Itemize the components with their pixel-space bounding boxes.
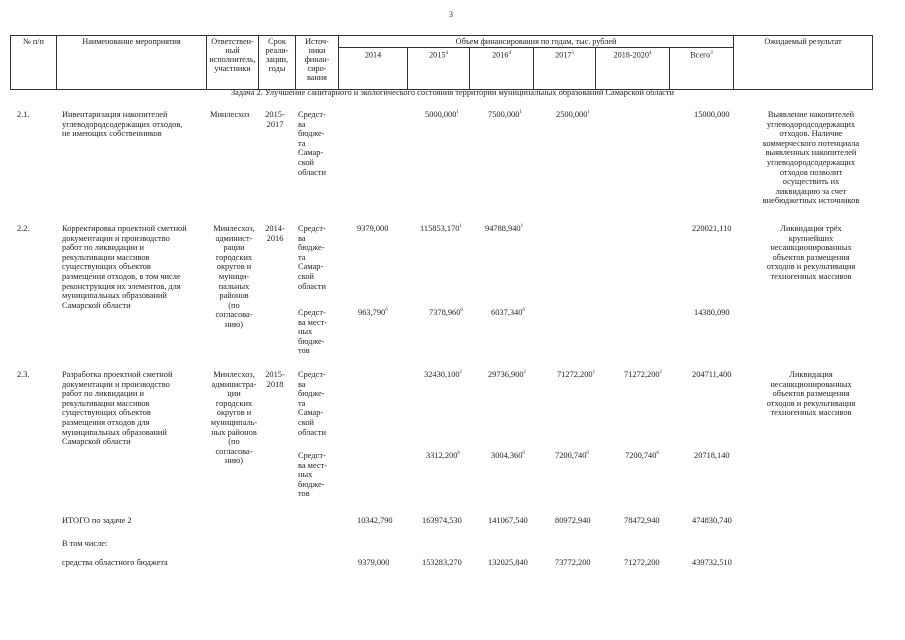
total-2015: 163974,530 (422, 516, 462, 525)
total-2014: 10342,790 (357, 516, 393, 525)
regional-total: 439732,510 (692, 558, 732, 567)
total-all: 474830,740 (692, 516, 732, 525)
value-2015: 3312,200$^6$ (426, 451, 460, 460)
row-term: 2014- 2016 (265, 224, 285, 243)
header-source: Источ- ники финан- сиро- вания (296, 36, 339, 90)
value-total: 204711,400 (692, 370, 732, 379)
header-num: № п/п (11, 36, 57, 90)
task-title: Задача 2. Улучшение санитарного и экологического состояния территории муниципальных образований Самарской области (230, 88, 675, 97)
row-executor: Минлесхоз, администра- ции городских округов и муниципаль- ных районов (по согласова- нию) (210, 370, 258, 466)
row-source: Средст- ва бюдже- та Самар- ской области (298, 370, 326, 437)
row-term: 2015- 2017 (265, 110, 285, 129)
value-2015: 115853,170$^1$ (420, 224, 462, 233)
total-2018-2020: 78472,940 (624, 516, 660, 525)
value-2017: 2500,000$^1$ (556, 110, 590, 119)
regional-budget-label: средства областного бюджета (62, 558, 168, 567)
total-2016: 141067,540 (488, 516, 528, 525)
row-source: Средст- ва мест- ных бюдже- тов (298, 451, 328, 499)
header-year: 2015$^4$ (408, 48, 470, 90)
value-2016: 7500,000$^1$ (488, 110, 522, 119)
regional-2017: 73772,200 (555, 558, 591, 567)
header-year: 2017$^5$ (534, 48, 596, 90)
header-term: Срок реали- зации, годы (259, 36, 296, 90)
value-2016: 29736,900$^1$ (488, 370, 527, 379)
row-source: Средст- ва мест- ных бюдже- тов (298, 308, 328, 356)
row-source: Средст- ва бюдже- та Самар- ской области (298, 224, 326, 291)
row-result: Ликвидация трёх крупнейших несанкционированных объектов размещения отходов и рекультивация техногенных массивов (766, 224, 856, 281)
row-name: Инвентаризация накопителей углеводородсодержащих отходов, не имеющих собственников (62, 110, 183, 139)
value-2018-2020: 71272,200$^1$ (624, 370, 663, 379)
value-2016: 3004,360$^6$ (491, 451, 525, 460)
value-2016: 6037,340$^6$ (491, 308, 525, 317)
header-year: Всего$^3$ (670, 48, 734, 90)
table-header (10, 35, 873, 90)
header-funding: Объем финансирования по годам, тыс. рублей (339, 36, 734, 48)
header-year: 2016$^4$ (470, 48, 534, 90)
header-year: 2014 (339, 48, 408, 90)
value-2018-2020: 7200,740$^6$ (625, 451, 659, 460)
value-total: 220021,110 (692, 224, 732, 233)
regional-2018-2020: 71272,200 (624, 558, 660, 567)
totals-label: ИТОГО по задаче 2 (62, 516, 132, 525)
row-number: 2.1. (17, 110, 30, 119)
header-result: Ожидаемый результат (734, 36, 873, 90)
row-executor: Минлесхоз (210, 110, 250, 119)
row-executor: Минлесхоз, админист- рации городских округов и муници- пальных районов (по согласова- нию) (213, 224, 255, 329)
total-2017: 80972,940 (555, 516, 591, 525)
row-number: 2.3. (17, 370, 30, 379)
value-2015: 5000,000$^1$ (425, 110, 459, 119)
row-result: Ликвидация несанкционированных объектов размещения отходов и рекультивация техногенных массивов (766, 370, 856, 418)
value-2014: 963,790$^6$ (358, 308, 388, 317)
regional-2014: 9379,000 (358, 558, 390, 567)
value-2017: 71272,200$^1$ (557, 370, 596, 379)
row-number: 2.2. (17, 224, 30, 233)
row-name: Корректировка проектной сметной документации и производство работ по ликвидации и рекультивации массивов существующих объектов размещения отходов, в том числе реконструкция их элементов, для муниципальных образований Самарской области (62, 224, 187, 310)
regional-2015: 153283,270 (422, 558, 462, 567)
page-number: 3 (449, 10, 453, 19)
value-2017: 7200,740$^6$ (555, 451, 589, 460)
header-executor: Ответствен- ный исполнитель, участники (207, 36, 259, 90)
value-2015: 7378,960$^6$ (429, 308, 463, 317)
row-result: Выявление накопителей углеводородсодержащих отходов. Наличие коммерческого потенциала выявленных накопителей углеводородсодержащих отходов позволит осуществить их ликвидацию за счет внебюджетных источников (762, 110, 860, 206)
row-name: Разработка проектной сметной документации и производство работ по ликвидации и рекультивации массивов существующих объектов размещения отходов для муниципальных образований Самарской области (62, 370, 173, 447)
value-total: 15000,000 (694, 110, 730, 119)
row-term: 2015- 2018 (265, 370, 285, 389)
row-source: Средст- ва бюдже- та Самар- ской области (298, 110, 326, 177)
value-2016: 94788,940$^1$ (485, 224, 524, 233)
regional-2016: 132025,840 (488, 558, 528, 567)
value-total: 20718,140 (694, 451, 730, 460)
header-name: Наименование мероприятия (57, 36, 207, 90)
including-label: В том числе: (62, 539, 108, 548)
value-total: 14380,090 (694, 308, 730, 317)
value-2015: 32430,100$^1$ (424, 370, 463, 379)
header-year: 2018-2020$^4$ (596, 48, 670, 90)
value-2014: 9379,000 (357, 224, 389, 233)
